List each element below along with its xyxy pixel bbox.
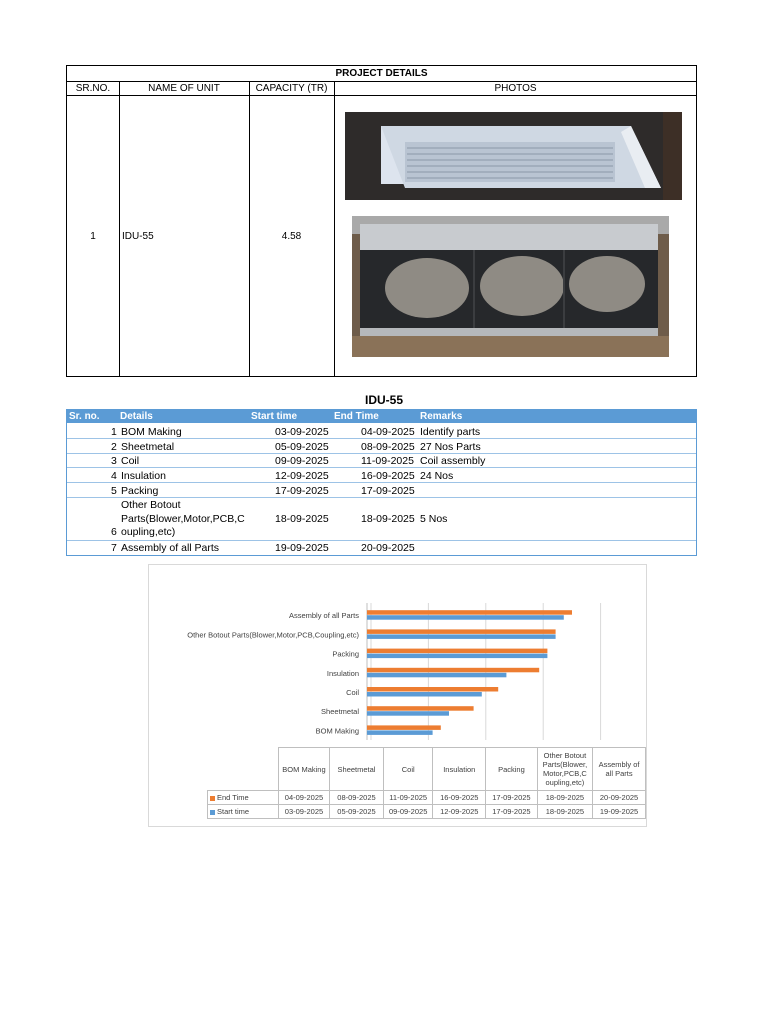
row-remarks: 24 Nos <box>420 470 454 482</box>
category-label: Insulation <box>326 668 359 678</box>
schedule-title: IDU-55 <box>364 393 403 407</box>
row-details-line: oupling,etc) <box>121 526 176 538</box>
legend-label: End Time <box>217 793 249 802</box>
row-end: 04-09-2025 <box>361 426 415 438</box>
bar-start-time <box>367 654 547 659</box>
unit-photo-front <box>345 112 682 200</box>
bar-start-time <box>367 615 564 620</box>
header-end-time: End Time <box>334 411 379 422</box>
category-label: Other Botout Parts(Blower,Motor,PCB,Coupling,etc) <box>187 630 359 640</box>
chart-table-cell: 16-09-2025 <box>433 791 486 805</box>
row-start: 09-09-2025 <box>275 455 329 467</box>
bar-end-time <box>367 725 441 730</box>
header-sr-no: Sr. no. <box>69 411 100 422</box>
header-capacity: CAPACITY (TR) <box>249 81 334 96</box>
legend-entry-end-time <box>208 791 279 805</box>
row-details: Coil <box>121 455 140 467</box>
category-label: Coil <box>346 688 359 697</box>
row-end: 11-09-2025 <box>361 455 414 467</box>
bar-start-time <box>367 730 433 735</box>
table-row <box>67 541 696 555</box>
cell-unit-name: IDU-55 <box>122 230 154 242</box>
row-end: 17-09-2025 <box>361 485 415 497</box>
row-details-line: Other Botout <box>121 499 181 511</box>
cell-capacity: 4.58 <box>281 230 302 242</box>
chart-table-cell: 17-09-2025 <box>486 791 538 805</box>
row-end: 16-09-2025 <box>361 470 415 482</box>
row-end: 08-09-2025 <box>361 441 415 453</box>
chart-table-cell: 20-09-2025 <box>593 791 646 805</box>
row-end: 20-09-2025 <box>361 542 415 554</box>
row-sr: 4 <box>111 470 117 482</box>
table-row <box>67 454 696 468</box>
legend-key <box>210 810 215 815</box>
row-details: Insulation <box>121 470 166 482</box>
bar-end-time <box>367 649 547 654</box>
bar-start-time <box>367 673 506 678</box>
chart-table-header: Coil <box>383 748 432 791</box>
row-end: 18-09-2025 <box>361 513 415 525</box>
bar-end-time <box>367 629 556 634</box>
bar-end-time <box>367 610 572 615</box>
chart-table-cell: 09-09-2025 <box>383 805 432 819</box>
bar-start-time <box>367 692 482 697</box>
chart-table-cell: 05-09-2025 <box>330 805 384 819</box>
chart-table-cell: 11-09-2025 <box>383 791 432 805</box>
chart-table-cell: 12-09-2025 <box>433 805 486 819</box>
legend-label: Start time <box>217 807 250 816</box>
row-sr: 3 <box>111 455 117 467</box>
category-label: Packing <box>332 649 359 659</box>
category-label: BOM Making <box>315 726 359 736</box>
table-row <box>67 468 696 483</box>
gantt-chart-plot <box>149 565 646 745</box>
row-sr: 7 <box>111 542 117 554</box>
legend-key <box>210 796 215 801</box>
row-start: 18-09-2025 <box>275 513 329 525</box>
divider <box>334 81 335 376</box>
gantt-chart <box>148 564 647 827</box>
chart-data-table <box>207 747 646 819</box>
header-details: Details <box>120 411 153 422</box>
table-row <box>67 498 696 541</box>
row-details: Packing <box>121 485 159 497</box>
header-remarks: Remarks <box>420 411 463 422</box>
category-label: Sheetmetal <box>321 707 359 717</box>
chart-table-header: BOM Making <box>278 748 329 791</box>
header-sr-no: SR.NO. <box>67 81 119 96</box>
row-start: 12-09-2025 <box>275 470 329 482</box>
header-start-time: Start time <box>251 411 298 422</box>
chart-table-cell: 18-09-2025 <box>537 791 592 805</box>
row-start: 05-09-2025 <box>275 441 329 453</box>
row-start: 19-09-2025 <box>275 542 329 554</box>
row-details-line: Parts(Blower,Motor,PCB,C <box>121 513 245 525</box>
row-remarks: 5 Nos <box>420 513 448 525</box>
chart-table-header: Sheetmetal <box>330 748 384 791</box>
bar-end-time <box>367 668 539 673</box>
cell-sr-no: 1 <box>90 230 96 242</box>
schedule-header-row <box>67 410 696 423</box>
legend-entry-start-time <box>208 805 279 819</box>
bar-end-time <box>367 706 474 711</box>
chart-table-header-row <box>208 748 646 791</box>
row-start: 17-09-2025 <box>275 485 329 497</box>
table-row <box>67 424 696 439</box>
row-sr: 6 <box>111 526 117 538</box>
table-row <box>67 483 696 498</box>
row-sr: 5 <box>111 485 117 497</box>
category-label: Assembly of all Parts <box>288 611 359 621</box>
divider <box>119 81 120 376</box>
bar-end-time <box>367 687 498 692</box>
header-name-of-unit: NAME OF UNIT <box>119 81 249 96</box>
row-details: BOM Making <box>121 426 182 438</box>
bar-start-time <box>367 711 449 716</box>
row-start: 03-09-2025 <box>275 426 329 438</box>
header-photos: PHOTOS <box>334 81 697 96</box>
table-row <box>67 439 696 454</box>
row-sr: 2 <box>111 441 117 453</box>
unit-photo-blowers <box>352 216 669 357</box>
row-remarks: Coil assembly <box>420 455 486 467</box>
row-details: Sheetmetal <box>121 441 175 453</box>
chart-table-cell: 17-09-2025 <box>486 805 538 819</box>
chart-table-header: Assembly of all Parts <box>593 748 646 791</box>
chart-table-header: Other Botout Parts(Blower, Motor,PCB,C oupling,etc) <box>537 748 592 791</box>
chart-table-row-end <box>208 791 646 805</box>
row-remarks: 27 Nos Parts <box>420 441 481 453</box>
chart-table-cell: 18-09-2025 <box>537 805 592 819</box>
row-sr: 1 <box>111 426 117 438</box>
chart-table-header: Packing <box>486 748 538 791</box>
chart-table-cell: 08-09-2025 <box>330 791 384 805</box>
row-remarks: Identify parts <box>420 426 481 438</box>
chart-table-cell: 04-09-2025 <box>278 791 329 805</box>
project-details-table <box>66 65 697 377</box>
chart-table-row-start <box>208 805 646 819</box>
row-details: Assembly of all Parts <box>121 542 220 554</box>
chart-table-header: Insulation <box>433 748 486 791</box>
chart-table-corner <box>208 748 279 791</box>
chart-table-cell: 03-09-2025 <box>278 805 329 819</box>
schedule-table <box>66 409 697 556</box>
chart-table-cell: 19-09-2025 <box>593 805 646 819</box>
project-details-title: PROJECT DETAILS <box>67 66 696 82</box>
bar-start-time <box>367 634 556 639</box>
